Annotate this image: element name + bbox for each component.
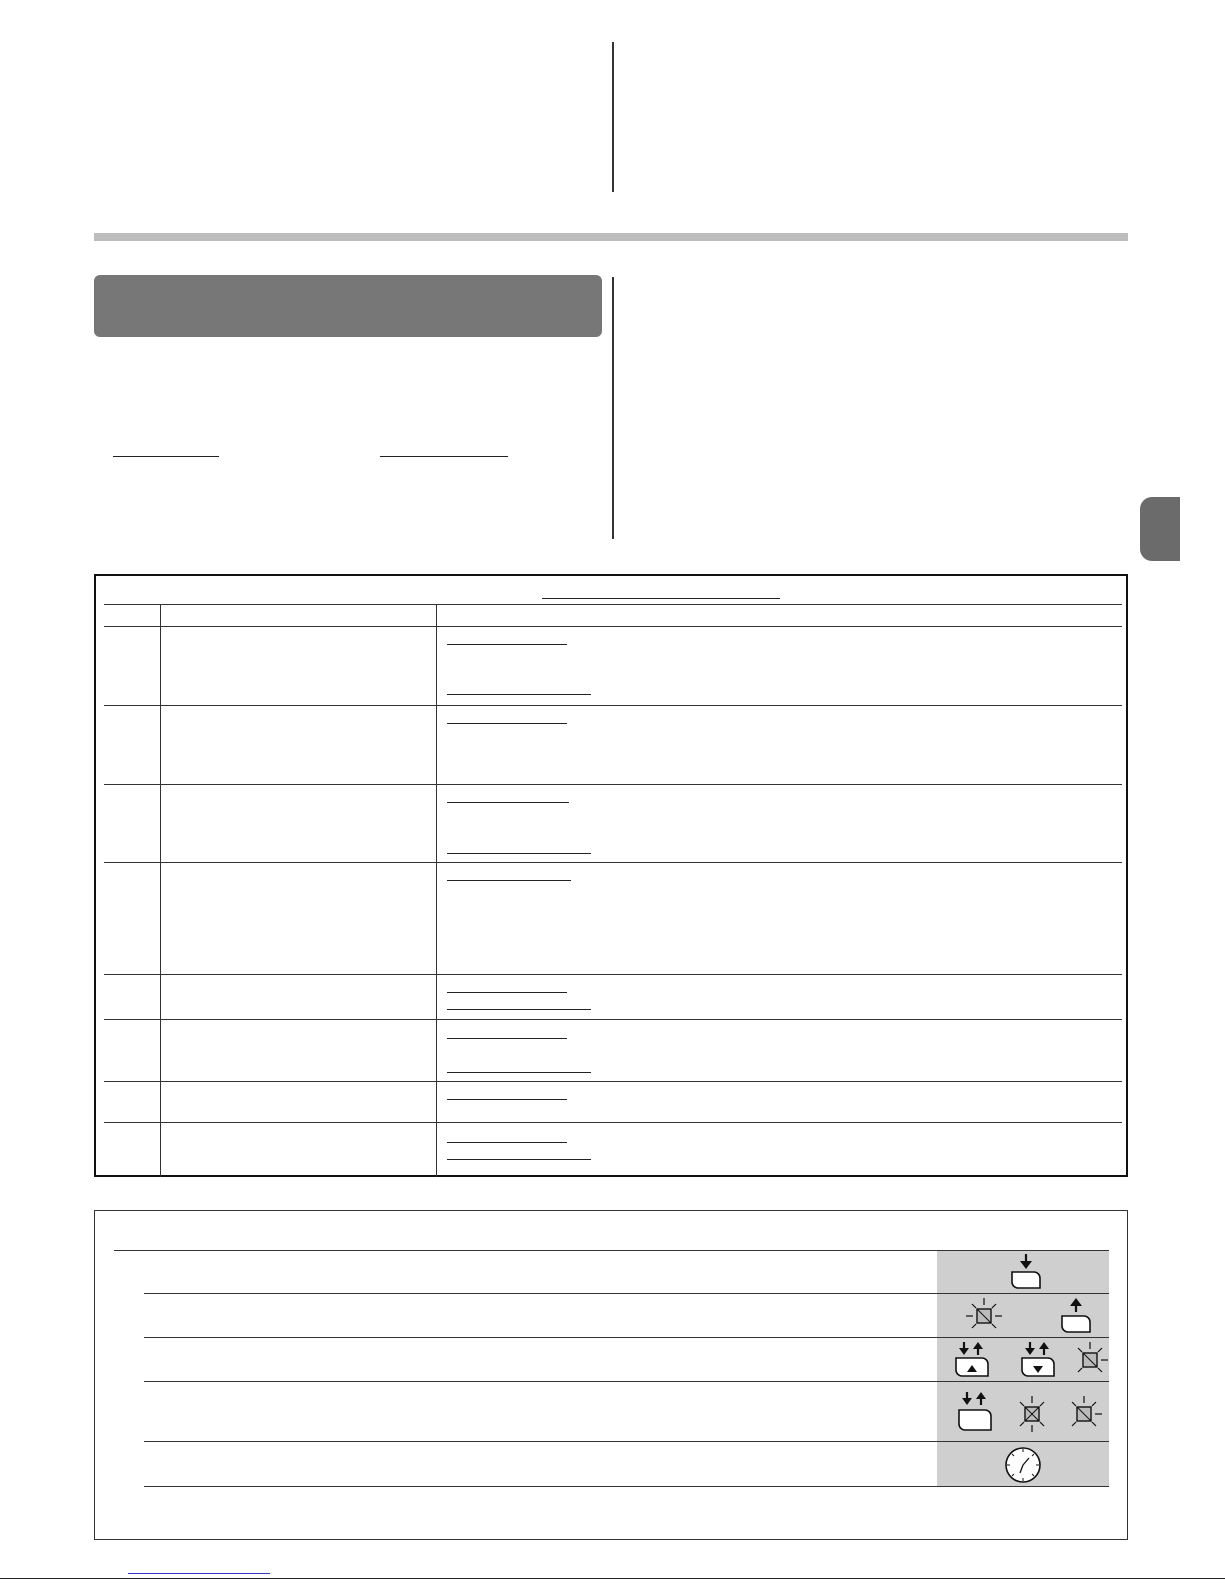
table-row-line [104, 1081, 1122, 1082]
table-row-line [104, 1019, 1122, 1020]
underlined-term [113, 456, 219, 457]
press-release-key-icon [955, 1390, 999, 1434]
table-row-line [104, 626, 1122, 627]
option-underline [447, 880, 571, 881]
table-col-divider-2 [436, 604, 437, 1177]
procedure-step-line [144, 1381, 1109, 1382]
option-underline [447, 1072, 591, 1073]
table-row-line [104, 784, 1122, 785]
table-row-line [104, 1122, 1122, 1123]
led-blink-cross-icon [1012, 1394, 1052, 1434]
option-underline [447, 723, 567, 724]
parameter-table [94, 574, 1128, 1177]
press-release-up-key-icon [952, 1340, 996, 1380]
option-underline [447, 802, 569, 803]
led-blinking-icon [964, 1296, 1004, 1336]
procedure-step-line [144, 1337, 1109, 1338]
led-blinking-icon [1070, 1340, 1110, 1380]
footer-rule [0, 1578, 1225, 1579]
option-underline [447, 992, 567, 993]
table-row-line [104, 862, 1122, 863]
top-column-divider [612, 42, 614, 192]
underlined-term [380, 456, 508, 457]
mid-column-divider [612, 277, 614, 539]
press-release-down-key-icon [1018, 1340, 1062, 1380]
section-header-rule [94, 233, 1128, 241]
option-underline [447, 1009, 591, 1010]
option-underline [447, 1038, 567, 1039]
chapter-thumb-tab [1140, 497, 1180, 561]
table-col-divider-1 [160, 604, 161, 1177]
procedure-step-line [144, 1486, 1109, 1487]
option-underline [447, 1159, 591, 1160]
table-header-line [104, 604, 1122, 605]
release-key-icon [1058, 1296, 1094, 1336]
option-underline [447, 644, 567, 645]
press-key-icon [1008, 1252, 1044, 1292]
led-blinking-icon [1064, 1394, 1104, 1434]
option-underline [447, 1142, 567, 1143]
procedure-step-line [114, 1250, 1109, 1251]
option-underline [447, 853, 591, 854]
option-underline [447, 1099, 567, 1100]
procedure-step-line [144, 1293, 1109, 1294]
table-row-line [104, 705, 1122, 706]
section-title-band [94, 275, 602, 337]
clock-icon [1004, 1446, 1042, 1484]
procedure-step-line [144, 1441, 1109, 1442]
table-row-line [104, 974, 1122, 975]
table-title-underline [542, 598, 780, 599]
footer-link-underline [128, 1573, 270, 1574]
option-underline [447, 694, 591, 695]
